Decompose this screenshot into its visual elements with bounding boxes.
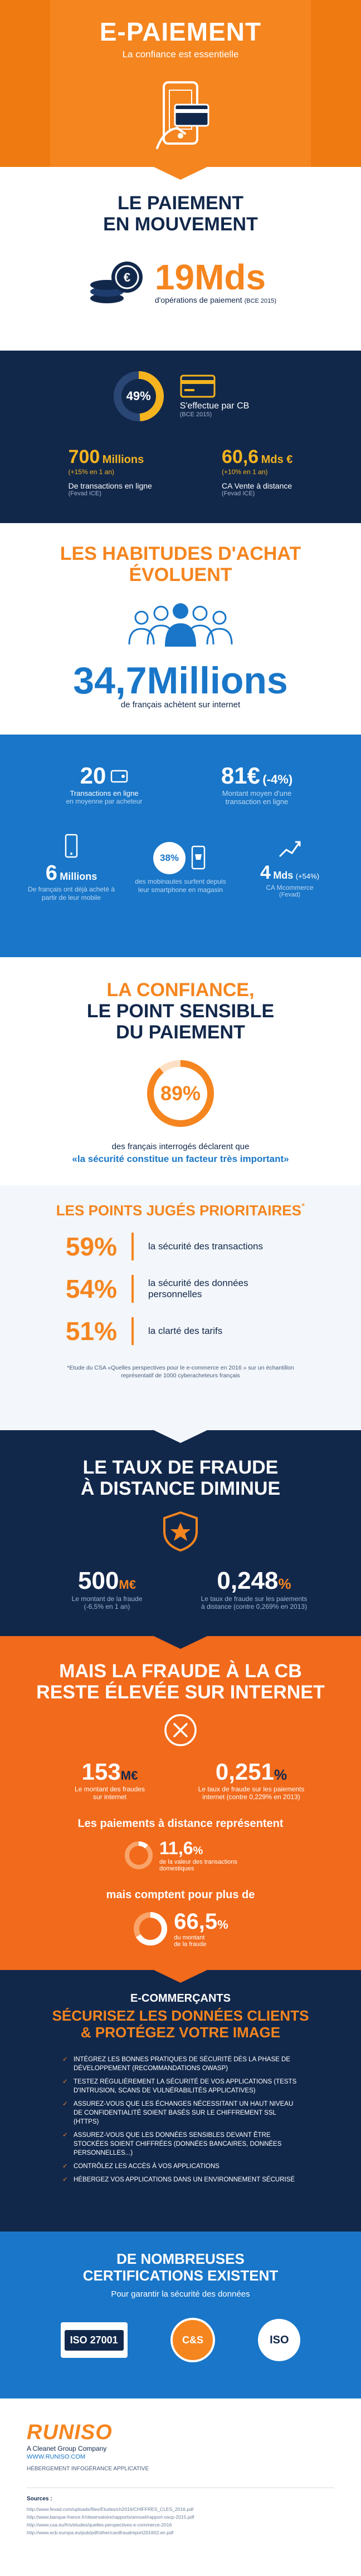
fraude-distance-title-2: À DISTANCE DIMINUE bbox=[80, 1478, 281, 1499]
s3-value: 6 bbox=[45, 861, 57, 885]
shield-star-icon bbox=[161, 1510, 200, 1553]
cs-badge bbox=[170, 2318, 215, 2362]
fc-s1-value: 153 bbox=[81, 1759, 121, 1785]
priority-divider bbox=[131, 1233, 134, 1260]
avg-amount-stat bbox=[193, 762, 321, 806]
online-transactions-stat bbox=[69, 446, 152, 497]
in-store-mobile-stat bbox=[133, 842, 228, 894]
recommendation-item: ✓ CONTRÔLEZ LES ACCÈS À VOS APPLICATIONS bbox=[61, 2162, 300, 2171]
stat2-delta: (+10% en 1 an) bbox=[222, 468, 268, 476]
stat2-value: 60,6 bbox=[222, 446, 259, 467]
blue-stats-section bbox=[0, 735, 361, 957]
priority-row bbox=[50, 1232, 361, 1262]
svg-text:€: € bbox=[123, 270, 131, 284]
rep-ring bbox=[124, 1840, 154, 1870]
mais-value: 66,5 bbox=[174, 1909, 218, 1934]
sources-list bbox=[27, 2505, 334, 2536]
stat1-unit: Millions bbox=[102, 454, 144, 466]
brand-desc: HÉBERGEMENT INFOGÉRANCE APPLICATIVE bbox=[27, 2466, 149, 2472]
priority-divider bbox=[131, 1275, 134, 1303]
confiance-quote: «la sécurité constitue un facteur très important» bbox=[72, 1154, 289, 1164]
stat2-caption: CA Vente à distance bbox=[222, 481, 292, 490]
cb-fraud-amount-stat bbox=[48, 1759, 171, 1801]
rep-caption: de la valeur des transactions bbox=[159, 1859, 238, 1865]
priority-pct: 59% bbox=[65, 1232, 117, 1261]
brand-logo: RUNISO bbox=[27, 2421, 113, 2444]
cert-badges bbox=[0, 2299, 361, 2362]
stat1-value: 700 bbox=[68, 446, 100, 467]
page-subtitle: La confiance est essentielle bbox=[122, 49, 239, 60]
fc-s1-sub: sur internet bbox=[92, 1793, 127, 1801]
growth-chart-icon bbox=[277, 838, 302, 860]
fraude-cb-section bbox=[0, 1636, 361, 1970]
source-link[interactable]: http://www.fevad.com/uploads/files/Etudes/ch2016/CHIFFRES_CLES_2016.pdf bbox=[27, 2506, 194, 2512]
s5-caption: CA Mcommerce bbox=[266, 884, 314, 891]
stat1-delta: (+15% en 1 an) bbox=[68, 468, 114, 476]
fd-s2-sub: à distance (contre 0,269% en 2013) bbox=[201, 1603, 308, 1610]
s2-caption: Montant moyen d'une bbox=[222, 789, 292, 797]
cb-fraud-rate-stat bbox=[190, 1759, 313, 1801]
brand-url[interactable]: WWW.RUNISO.COM bbox=[27, 2454, 86, 2460]
confiance-title-3: DU PAIEMENT bbox=[116, 1022, 245, 1043]
iso-badge bbox=[258, 2319, 300, 2361]
priority-row bbox=[50, 1274, 361, 1304]
priority-label: la sécurité des transactions bbox=[148, 1241, 263, 1252]
page-title: E-PAIEMENT bbox=[99, 17, 262, 46]
cb-caption: S'effectue par CB bbox=[179, 401, 250, 411]
close-circle-icon bbox=[163, 1713, 198, 1747]
mcommerce-stat bbox=[242, 838, 337, 898]
fc-s1-caption: Le montant des fraudes bbox=[74, 1785, 145, 1793]
operations-caption: d'opérations de paiement bbox=[154, 295, 242, 304]
confiance-percent-value: 89% bbox=[160, 1082, 201, 1105]
s5-unit: Mds bbox=[273, 870, 294, 881]
buyers-caption: de français achètent sur internet bbox=[120, 700, 241, 710]
cb-percent-ring bbox=[112, 370, 165, 423]
source-link[interactable]: http://www.banque-france.fr/observatoire/rapports/annuel/rapport-oscp-2015.pdf bbox=[27, 2514, 194, 2520]
fc-s2-sub: internet (contre 0,229% en 2013) bbox=[202, 1793, 300, 1801]
fd-s1-sub: (-6,5% en 1 an) bbox=[84, 1603, 130, 1610]
confiance-section bbox=[0, 957, 361, 1185]
coins-icon bbox=[85, 254, 146, 309]
recommendation-item: ✓ ASSUREZ-VOUS QUE LES DONNÉES SENSIBLES DEVANT ÊTRE STOCKÉES SOIENT CHIFFRÉES (DONNÉES BANCAIRES, DONNÉES PERSONNELLES...) bbox=[61, 2131, 300, 2158]
prioritaires-section bbox=[0, 1185, 361, 1430]
cs-label: C&S bbox=[182, 2334, 203, 2346]
ecommercants-label: E-COMMERÇANTS bbox=[130, 1992, 231, 2004]
stat2-unit: Mds € bbox=[261, 454, 293, 466]
iso-27001-label: ISO 27001 bbox=[65, 2330, 124, 2351]
recommendation-item: ✓ HÉBERGEZ VOS APPLICATIONS DANS UN ENVIRONNEMENT SÉCURISÉ bbox=[61, 2175, 300, 2184]
priority-row bbox=[50, 1316, 361, 1346]
rep-value: 11,6 bbox=[159, 1838, 193, 1858]
distance-sales-stat bbox=[222, 446, 292, 497]
confiance-percent-ring bbox=[144, 1057, 217, 1130]
phone-card-icon bbox=[142, 77, 219, 155]
credit-card-icon bbox=[180, 375, 250, 398]
mobile-buyers-stat bbox=[24, 834, 119, 902]
s3-caption: De français ont déjà acheté à partir de leur mobile bbox=[27, 885, 115, 902]
s2-delta: (-4%) bbox=[262, 772, 293, 786]
fc-s1-unit: M€ bbox=[120, 1769, 138, 1782]
arrow-divider bbox=[153, 1636, 208, 1649]
prioritaires-title-mark: * bbox=[301, 1202, 305, 1211]
s5-source: (Fevad) bbox=[279, 891, 300, 898]
mouvement-title-2: EN MOUVEMENT bbox=[103, 214, 258, 235]
cb-source: (BCE 2015) bbox=[179, 411, 212, 418]
fc-s2-caption: Le taux de fraude sur les paiements bbox=[198, 1785, 305, 1793]
footer-section bbox=[0, 2398, 361, 2576]
habitudes-title-2: ÉVOLUENT bbox=[129, 564, 232, 585]
fd-s1-value: 500 bbox=[78, 1567, 119, 1594]
cert-subtitle: Pour garantir la sécurité des données bbox=[111, 2289, 250, 2299]
ecommercants-title-2: & PROTÉGEZ VOTRE IMAGE bbox=[80, 2024, 281, 2041]
confiance-caption: des français interrogés déclarent que bbox=[111, 1142, 250, 1151]
prioritaires-title: LES POINTS JUGÉS PRIORITAIRES bbox=[56, 1202, 301, 1219]
cert-title-1: DE NOMBREUSES bbox=[116, 2250, 245, 2267]
operations-value: 19Mds bbox=[154, 257, 266, 297]
mouvement-section bbox=[0, 167, 361, 351]
stat1-source: (Fevad ICE) bbox=[68, 490, 101, 497]
wallet-icon bbox=[110, 769, 128, 783]
prioritaires-footnote: *Etude du CSA «Quelles perspectives pour le e-commerce en 2016 » sur un échantillon représentatif de 1000 cyberacheteurs français bbox=[67, 1365, 294, 1379]
recommendations-list bbox=[0, 2041, 361, 2184]
cert-title-2: CERTIFICATIONS EXISTENT bbox=[82, 2267, 279, 2284]
fraude-distance-section bbox=[0, 1430, 361, 1636]
habitudes-section bbox=[0, 523, 361, 735]
s4-caption: des mobinautes surfent depuis leur smartphone en magasin bbox=[135, 877, 226, 894]
fraud-rate-stat bbox=[187, 1567, 321, 1610]
s5-value: 4 bbox=[260, 862, 271, 883]
stat1-caption: De transactions en ligne bbox=[68, 481, 152, 490]
fraude-cb-title-2: RESTE ÉLEVÉE SUR INTERNET bbox=[36, 1682, 325, 1703]
fc-s2-unit: % bbox=[274, 1766, 287, 1783]
iso-27001-badge bbox=[61, 2322, 128, 2358]
arrow-divider bbox=[153, 1430, 208, 1443]
mais-caption: du montant bbox=[174, 1934, 205, 1941]
fraud-amount-stat bbox=[40, 1567, 174, 1610]
s1-caption: Transactions en ligne bbox=[70, 789, 139, 797]
buyers-value: 34,7Millions bbox=[73, 659, 288, 702]
rep-sub: domestiques bbox=[159, 1865, 194, 1872]
mais-sub: de la fraude bbox=[174, 1941, 207, 1948]
fd-s2-caption: Le taux de fraude sur les paiements bbox=[201, 1595, 308, 1603]
confiance-title-2: LE POINT SENSIBLE bbox=[86, 1001, 275, 1022]
certifications-section bbox=[0, 2232, 361, 2398]
priority-list bbox=[0, 1232, 361, 1346]
priority-label: la sécurité des données personnelles bbox=[148, 1278, 248, 1299]
rep-unit: % bbox=[193, 1845, 203, 1857]
fc-s2-value: 0,251 bbox=[215, 1759, 274, 1785]
sources-title: Sources : bbox=[27, 2496, 52, 2502]
s5-delta: (+54%) bbox=[295, 872, 320, 880]
s4-value: 38% bbox=[153, 842, 186, 874]
header-section bbox=[0, 0, 361, 167]
cb-section bbox=[0, 351, 361, 523]
recommendation-item: ✓ TESTEZ RÉGULIÈREMENT LA SÉCURITÉ DE VOS APPLICATIONS (TESTS D'INTRUSION, SCANS DE VULNÉRABILITÉS APPLICATIVES) bbox=[61, 2077, 300, 2095]
stat2-source: (Fevad ICE) bbox=[222, 490, 255, 497]
recommendation-item: ✓ ASSUREZ-VOUS QUE LES ÉCHANGES NÉCESSITANT UN HAUT NIVEAU DE CONFIDENTIALITÉ SOIENT BASÉS SUR LE CHIFFREMENT SSL (HTTPS) bbox=[61, 2100, 300, 2126]
priority-label: la clarté des tarifs bbox=[148, 1326, 223, 1336]
people-icon bbox=[119, 600, 242, 650]
smartphone-icon bbox=[60, 834, 82, 859]
operations-source: (BCE 2015) bbox=[244, 298, 277, 304]
arrow-divider bbox=[153, 1970, 208, 1983]
fd-s1-unit: M€ bbox=[119, 1578, 136, 1592]
source-link[interactable]: http://www.csa.eu/fr/s/etudes/quelles-perspectives-e-commerce-2016 bbox=[27, 2522, 172, 2528]
s3-unit: Millions bbox=[60, 871, 97, 882]
ecommercants-section bbox=[0, 1970, 361, 2232]
habitudes-title-1: LES HABITUDES D'ACHAT bbox=[60, 543, 301, 564]
priority-pct: 51% bbox=[65, 1317, 117, 1346]
brand-tagline: A Cleanet Group Company bbox=[27, 2445, 107, 2452]
avg-transactions-stat bbox=[40, 762, 168, 805]
cb-percent-value: 49% bbox=[126, 389, 151, 403]
mais-ring bbox=[133, 1911, 168, 1947]
priority-divider bbox=[131, 1317, 134, 1345]
iso-label: ISO bbox=[270, 2333, 289, 2346]
priority-pct: 54% bbox=[65, 1274, 117, 1303]
s2-value: 81€ bbox=[221, 762, 260, 789]
ecommercants-title-1: SÉCURISEZ LES DONNÉES CLIENTS bbox=[52, 2007, 309, 2024]
shopping-phone-icon bbox=[189, 845, 208, 871]
fd-s1-caption: Le montant de la fraude bbox=[71, 1595, 143, 1603]
mais-unit: % bbox=[217, 1918, 228, 1932]
recommendation-item: ✓ INTÉGREZ LES BONNES PRATIQUES DE SÉCURITÉ DÈS LA PHASE DE DÉVELOPPEMENT (RECOMMANDATIONS OWASP) bbox=[61, 2055, 300, 2073]
mais-title: mais comptent pour plus de bbox=[106, 1889, 255, 1901]
mouvement-title-1: LE PAIEMENT bbox=[117, 193, 244, 214]
fraude-distance-title-1: LE TAUX DE FRAUDE bbox=[82, 1457, 279, 1478]
source-link[interactable]: http://www.ecb.europa.eu/pub/pdf/other/cardfraudreport201602.en.pdf bbox=[27, 2530, 174, 2535]
fraude-cb-title-1: MAIS LA FRAUDE À LA CB bbox=[59, 1661, 302, 1682]
fd-s2-value: 0,248 bbox=[217, 1567, 279, 1594]
s2-sub: transaction en ligne bbox=[225, 797, 289, 806]
confiance-title-1: LA CONFIANCE, bbox=[106, 979, 255, 1001]
arrow-divider bbox=[153, 167, 208, 180]
fd-s2-unit: % bbox=[278, 1575, 291, 1592]
s1-value: 20 bbox=[80, 762, 106, 789]
s1-sub: en moyenne par acheteur bbox=[66, 797, 143, 805]
rep-title: Les paiements à distance représentent bbox=[77, 1818, 284, 1830]
